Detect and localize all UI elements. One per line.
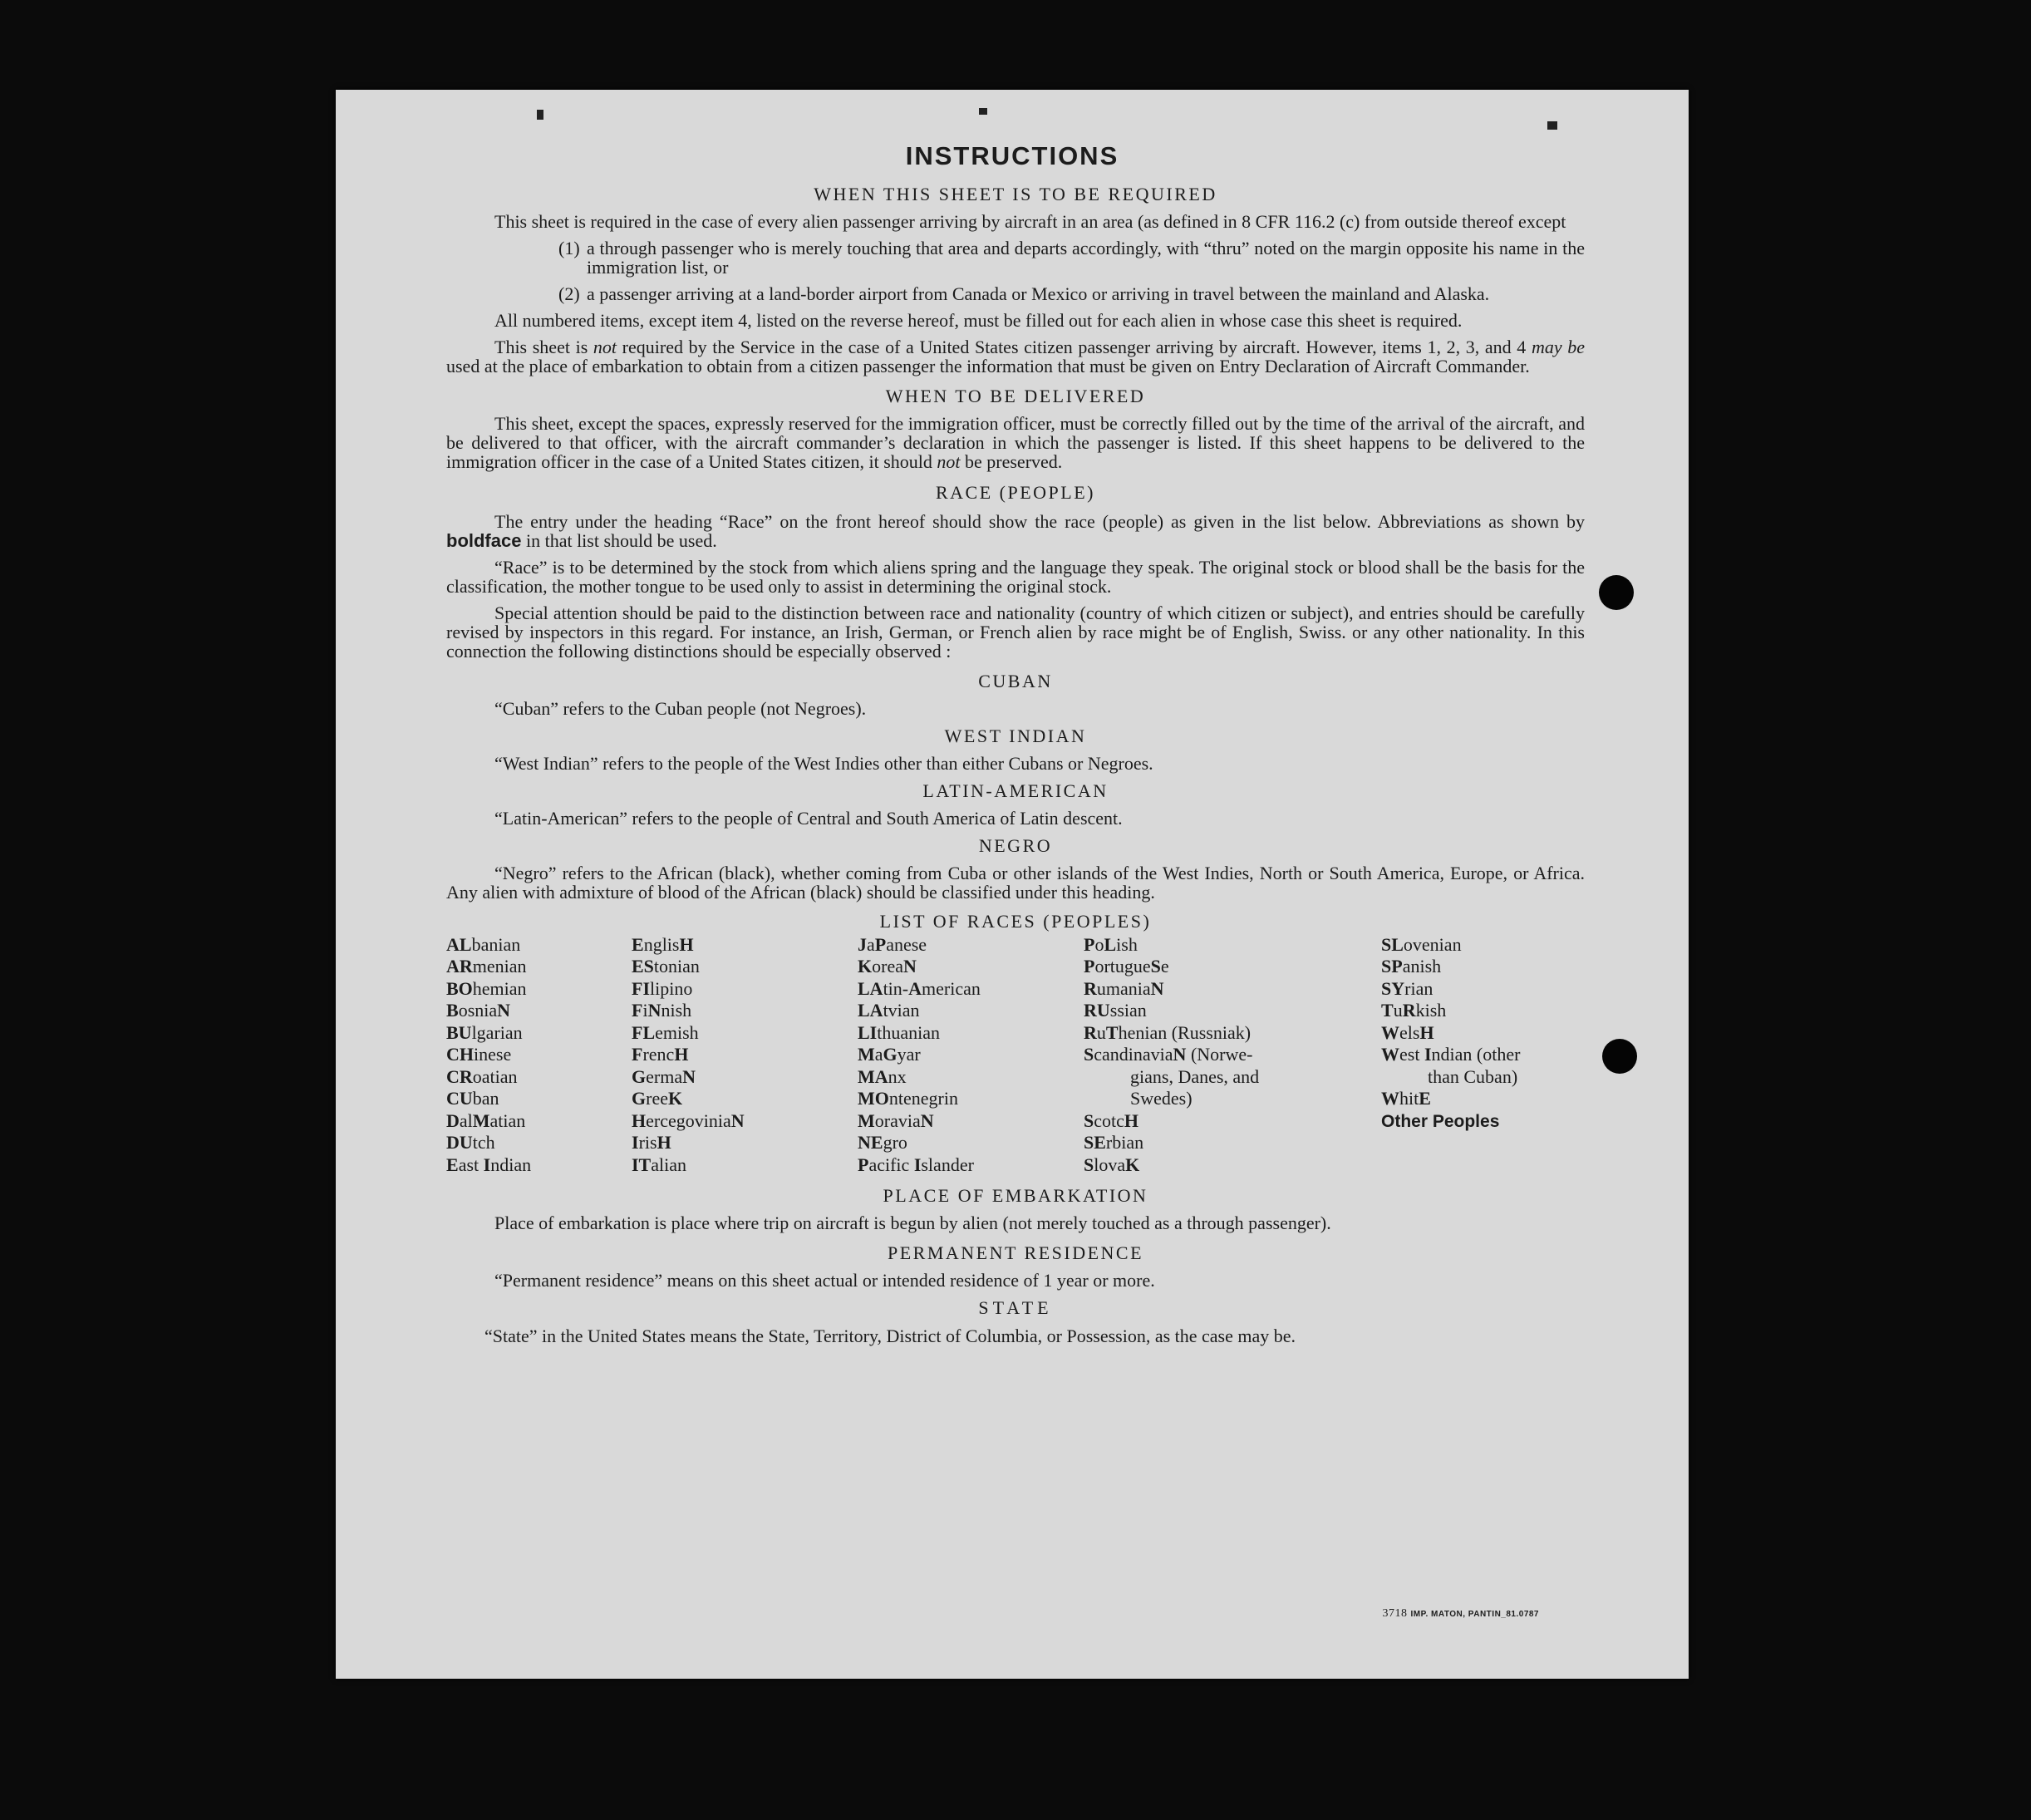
race-entry-segment: P bbox=[874, 933, 887, 955]
printer-imprint: IMP. MATON, PANTIN_81.0787 bbox=[1410, 1610, 1539, 1619]
heading-race: RACE (PEOPLE) bbox=[936, 482, 1095, 504]
race-entry bbox=[446, 1132, 632, 1154]
race-entry-segment: BO bbox=[446, 977, 473, 999]
race-entry bbox=[858, 1132, 1084, 1154]
paragraph-delivered bbox=[446, 414, 1585, 471]
race-entry bbox=[446, 1000, 632, 1022]
race-entry-segment: K bbox=[858, 956, 873, 976]
race-entry-segment: els bbox=[1399, 1021, 1420, 1043]
race-entry bbox=[858, 1088, 1084, 1110]
race-entry bbox=[858, 1044, 1084, 1066]
race-entry bbox=[1381, 1022, 1585, 1045]
race-entry-segment: S bbox=[1150, 956, 1161, 976]
race-entry-segment: K bbox=[667, 1088, 683, 1109]
race-entry-segment: SY bbox=[1381, 977, 1405, 999]
race-entry bbox=[1084, 1044, 1381, 1066]
heading-state: STATE bbox=[978, 1297, 1053, 1319]
race-entry-segment: hemian bbox=[472, 977, 527, 999]
race-entry-segment: J bbox=[858, 933, 867, 955]
race-entry bbox=[858, 978, 1084, 1001]
race-entry bbox=[1381, 1066, 1585, 1089]
race-entry-segment: CU bbox=[446, 1088, 473, 1109]
race-entry-segment: DU bbox=[446, 1132, 473, 1153]
heading-latin-american: LATIN-AMERICAN bbox=[922, 780, 1109, 801]
race-column-1 bbox=[446, 934, 632, 1177]
race-entry bbox=[858, 1000, 1084, 1022]
race-entry bbox=[1381, 934, 1585, 957]
race-entry-segment: N bbox=[902, 956, 917, 976]
heading-residence: PERMANENT RESIDENCE bbox=[887, 1242, 1144, 1264]
race-entry-segment: K bbox=[1125, 1153, 1140, 1175]
race-entry-segment: merican bbox=[922, 977, 981, 999]
race-entry bbox=[632, 978, 858, 1001]
text-run: in that list should be used. bbox=[521, 529, 717, 551]
race-entry-segment: cotc bbox=[1094, 1109, 1124, 1131]
heading-embarkation: PLACE OF EMBARKATION bbox=[883, 1185, 1148, 1206]
race-entry bbox=[1084, 1088, 1381, 1110]
race-entry-segment: a bbox=[867, 933, 875, 955]
race-entry-segment: T bbox=[1381, 1000, 1394, 1021]
race-entry bbox=[446, 956, 632, 978]
paragraph-race-stock: “Race” is to be determined by the stock from which aliens spring and the language they speak. The original stock or blood shall be the basis for the classification, the mother tongue to be used only to assist in determining the original stock. bbox=[446, 556, 1585, 597]
heading-list-of-races: LIST OF RACES (PEOPLES) bbox=[879, 911, 1152, 932]
exception-item-1 bbox=[558, 239, 1585, 277]
race-entry-segment: u bbox=[1096, 1021, 1106, 1043]
italic-run: not bbox=[937, 451, 961, 473]
race-entry-segment: oravia bbox=[874, 1109, 921, 1131]
race-entry-segment: emish bbox=[655, 1021, 699, 1043]
text-run: This sheet, except the spaces, expressly reserved for the immigration officer, must be correctly filled out by the time of the arrival of the aircraft, and be delivered to that officer, with the aircraft commander’s declaration in which the passenger is listed. If this sheet happens to be delivered to the immigration officer in the case of a United States citizen, it should bbox=[446, 413, 1585, 473]
paragraph-residence: “Permanent residence” means on this sheet actual or intended residence of 1 year or more. bbox=[494, 1270, 1155, 1291]
paragraph-race-entry bbox=[446, 512, 1585, 550]
exception-number: (2) bbox=[558, 283, 580, 305]
punch-hole-lower bbox=[1602, 1039, 1637, 1074]
race-entry bbox=[1084, 956, 1381, 978]
paragraph-required: This sheet is required in the case of every alien passenger arriving by aircraft in an area (as defined in 8 CFR 116.2 (c) from outside thereof except bbox=[494, 211, 1566, 233]
race-entry-segment: W bbox=[1381, 1088, 1399, 1109]
race-entry bbox=[632, 1000, 858, 1022]
race-entry bbox=[446, 1110, 632, 1133]
race-entry bbox=[632, 1110, 858, 1133]
race-entry-segment: Swedes) bbox=[1130, 1088, 1193, 1109]
race-entry-segment: N bbox=[647, 1000, 661, 1021]
race-entry-segment: tonian bbox=[653, 956, 700, 976]
race-entry-segment: AR bbox=[446, 956, 473, 976]
race-entry bbox=[1084, 1022, 1381, 1045]
race-entry-segment: i bbox=[642, 1000, 648, 1021]
heading-cuban: CUBAN bbox=[978, 670, 1053, 691]
paragraph-embarkation: Place of embarkation is place where trip on aircraft is begun by alien (not merely touched as a through passenger). bbox=[494, 1213, 1331, 1234]
race-entry-segment: N bbox=[682, 1065, 696, 1087]
race-entry-segment: LA bbox=[858, 977, 883, 999]
race-entry bbox=[632, 1022, 858, 1045]
race-entry-segment: G bbox=[883, 1044, 897, 1065]
race-entry bbox=[446, 1154, 632, 1177]
instructions-body bbox=[446, 184, 1585, 1345]
race-entry-segment: I bbox=[483, 1153, 491, 1175]
race-entry-segment: anish bbox=[1402, 956, 1442, 976]
race-entry-segment: al bbox=[459, 1109, 473, 1131]
race-entry-segment: lgarian bbox=[471, 1021, 523, 1043]
race-entry-segment: NE bbox=[858, 1132, 883, 1153]
race-entry-segment: banian bbox=[471, 933, 521, 955]
race-entry-segment: H bbox=[657, 1132, 671, 1153]
race-entry-segment: a bbox=[874, 1044, 883, 1065]
race-entry-segment: tin- bbox=[883, 977, 909, 999]
race-entry bbox=[446, 1044, 632, 1066]
race-entry-segment: ish bbox=[1116, 933, 1138, 955]
race-entry bbox=[632, 1132, 858, 1154]
race-entry-segment: rian bbox=[1404, 977, 1434, 999]
race-entry-segment: gians, Danes, and bbox=[1130, 1065, 1260, 1087]
race-entry-segment: nglis bbox=[643, 933, 680, 955]
race-entry-segment: S bbox=[1084, 1044, 1094, 1065]
race-entry-segment: o bbox=[1094, 933, 1104, 955]
punch-hole-upper bbox=[1599, 575, 1634, 610]
race-entry-segment: inese bbox=[474, 1044, 512, 1065]
race-column-4 bbox=[1084, 934, 1381, 1177]
race-entry-segment: umania bbox=[1096, 977, 1151, 999]
race-entry-segment: N bbox=[1173, 1044, 1187, 1065]
race-entry bbox=[1381, 978, 1585, 1001]
race-entry-segment: P bbox=[1084, 956, 1095, 976]
italic-run: may be bbox=[1531, 337, 1586, 358]
race-entry bbox=[632, 1088, 858, 1110]
race-column-3 bbox=[858, 934, 1084, 1177]
race-entry-segment: R bbox=[1402, 1000, 1416, 1021]
race-entry-segment: CR bbox=[446, 1065, 473, 1087]
race-entry-segment: gro bbox=[883, 1132, 907, 1153]
race-entry-segment: osnia bbox=[458, 1000, 498, 1021]
text-run: used at the place of embarkation to obtain from a citizen passenger the information that must be given on Entry Declaration of Aircraft Commander. bbox=[446, 356, 1530, 377]
race-entry-segment: ast bbox=[458, 1153, 484, 1175]
race-entry-segment: atian bbox=[489, 1109, 526, 1131]
race-entry-segment: D bbox=[446, 1109, 460, 1131]
paragraph-state: “State” in the United States means the State, Territory, District of Columbia, or Possession, as the case may be. bbox=[484, 1325, 1296, 1346]
race-entry-segment: F bbox=[632, 1000, 643, 1021]
race-entry bbox=[1084, 1132, 1381, 1154]
race-entry-segment: FI bbox=[632, 977, 650, 999]
race-entry bbox=[1381, 1110, 1585, 1134]
race-entry-segment: slander bbox=[921, 1153, 974, 1175]
italic-run: not bbox=[593, 337, 617, 358]
paragraph-cuban: “Cuban” refers to the Cuban people (not Negroes). bbox=[494, 697, 867, 719]
race-entry-segment: est bbox=[1399, 1044, 1424, 1065]
race-entry-segment: E bbox=[632, 933, 644, 955]
ink-speck bbox=[537, 110, 543, 120]
race-entry bbox=[1084, 978, 1381, 1001]
race-entry-segment: H bbox=[1419, 1021, 1434, 1043]
race-entry-segment: W bbox=[1381, 1044, 1399, 1065]
race-entry-segment: acific bbox=[868, 1153, 914, 1175]
race-entry-segment: M bbox=[472, 1109, 490, 1131]
race-column-2 bbox=[632, 934, 858, 1177]
race-entry bbox=[1084, 934, 1381, 957]
race-entry-segment: RU bbox=[1084, 1000, 1110, 1021]
race-entry-segment: N bbox=[497, 1000, 511, 1021]
text-run: The entry under the heading “Race” on the front hereof should show the race (people) as given in the list below. Abbreviations as shown by bbox=[494, 510, 1585, 532]
race-entry-segment: P bbox=[1084, 933, 1095, 955]
text-run: be preserved. bbox=[960, 451, 1063, 473]
race-entry-segment: F bbox=[632, 1044, 643, 1065]
race-entry-segment: W bbox=[1381, 1021, 1399, 1043]
race-entry bbox=[632, 1154, 858, 1177]
heading-negro: NEGRO bbox=[978, 835, 1053, 857]
ink-speck bbox=[1547, 121, 1557, 130]
race-entry-segment: SP bbox=[1381, 956, 1403, 976]
race-entry-segment: SE bbox=[1084, 1132, 1106, 1153]
race-entry-segment: E bbox=[1419, 1088, 1431, 1109]
race-entry bbox=[1084, 1000, 1381, 1022]
race-entry bbox=[1084, 1154, 1381, 1177]
paragraph-race-nationality: Special attention should be paid to the distinction between race and nationality (country of which citizen or subject), and entries should be carefully revised by inspectors in this regard. For instance, an Irish, German, or French alien by race might be of English, Swiss. or any other nationality. In this connection the following distinctions should be especially observed : bbox=[446, 602, 1585, 662]
race-entry-segment: I bbox=[632, 1132, 639, 1153]
paragraph-citizen bbox=[446, 337, 1585, 376]
race-entry-segment: erma bbox=[646, 1065, 683, 1087]
exception-item-2 bbox=[558, 284, 1585, 303]
race-entry bbox=[1381, 1000, 1585, 1022]
form-code: 3718 bbox=[1382, 1607, 1408, 1620]
text-run: This sheet is bbox=[494, 337, 593, 358]
race-entry bbox=[632, 956, 858, 978]
race-entry-segment: AL bbox=[446, 933, 472, 955]
race-entry-segment: ssian bbox=[1109, 1000, 1147, 1021]
page-title: INSTRUCTIONS bbox=[905, 141, 1119, 170]
race-entry bbox=[632, 1044, 858, 1066]
race-entry-segment: e bbox=[1160, 956, 1169, 976]
race-entry-segment: renc bbox=[642, 1044, 675, 1065]
form-footer bbox=[1382, 1607, 1539, 1621]
race-entry bbox=[1381, 1088, 1585, 1110]
race-entry-segment: Other Peoples bbox=[1381, 1111, 1500, 1131]
race-entry-segment: orea bbox=[872, 956, 903, 976]
race-column-5 bbox=[1381, 934, 1585, 1177]
race-entry-segment: G bbox=[632, 1065, 647, 1087]
race-entry-segment: ovenian bbox=[1403, 933, 1462, 955]
race-entry-segment: (Norwe- bbox=[1186, 1044, 1253, 1065]
exception-text: a passenger arriving at a land-border airport from Canada or Mexico or arriving in travel between the mainland and Alaska. bbox=[587, 283, 1490, 305]
race-entry-segment: ntenegrin bbox=[888, 1088, 958, 1109]
race-entry bbox=[858, 1154, 1084, 1177]
race-entry-segment: ortugue bbox=[1094, 956, 1151, 976]
heading-west-indian: WEST INDIAN bbox=[944, 725, 1087, 746]
race-entry-segment: H bbox=[679, 933, 694, 955]
race-entry-segment: than Cuban) bbox=[1428, 1065, 1518, 1087]
race-entry bbox=[446, 934, 632, 957]
race-entry-segment: kish bbox=[1415, 1000, 1447, 1021]
race-entry bbox=[1084, 1110, 1381, 1133]
race-entry bbox=[1084, 1066, 1381, 1089]
race-entry-segment: candinavia bbox=[1094, 1044, 1173, 1065]
race-entry bbox=[1381, 956, 1585, 978]
race-entry-segment: I bbox=[913, 1153, 922, 1175]
race-entry bbox=[446, 1066, 632, 1089]
race-entry-segment: yar bbox=[897, 1044, 921, 1065]
race-entry bbox=[632, 1066, 858, 1089]
race-entry-segment: FL bbox=[632, 1021, 656, 1043]
race-entry-segment: E bbox=[446, 1153, 459, 1175]
race-entry-segment: ris bbox=[638, 1132, 657, 1153]
paragraph-negro: “Negro” refers to the African (black), whether coming from Cuba or other islands of the West Indies, North or South America, Europe, or Africa. Any alien with admixture of blood of the African (black) should be classified under this heading. bbox=[446, 863, 1585, 903]
race-entry-segment: thuanian bbox=[877, 1021, 941, 1043]
race-entry-segment: menian bbox=[472, 956, 527, 976]
race-entry bbox=[858, 934, 1084, 957]
race-entry-segment: oatian bbox=[472, 1065, 518, 1087]
race-entry-segment: alian bbox=[651, 1153, 687, 1175]
heading-when-required: WHEN THIS SHEET IS TO BE REQUIRED bbox=[814, 184, 1217, 204]
race-entry-segment: tvian bbox=[883, 1000, 920, 1021]
race-entry-segment: LA bbox=[858, 1000, 883, 1021]
race-entry-segment: M bbox=[858, 1044, 875, 1065]
exception-text: a through passenger who is merely touching that area and departs accordingly, with “thru” noted on the margin opposite his name in the immigration list, or bbox=[587, 238, 1585, 278]
paragraph-latin-american: “Latin-American” refers to the people of Central and South America of Latin descent. bbox=[494, 808, 1123, 829]
race-entry bbox=[858, 1110, 1084, 1133]
exception-number: (1) bbox=[558, 238, 580, 259]
race-entry-segment: N bbox=[920, 1109, 934, 1131]
race-entry-segment: R bbox=[1084, 977, 1097, 999]
race-entry bbox=[446, 978, 632, 1001]
race-entry-segment: ercegovinia bbox=[646, 1109, 731, 1131]
instruction-sheet bbox=[336, 90, 1689, 1679]
race-entry-segment: ree bbox=[646, 1088, 668, 1109]
heading-when-delivered: WHEN TO BE DELIVERED bbox=[885, 386, 1146, 407]
race-entry-segment: P bbox=[858, 1153, 869, 1175]
race-entry-segment: H bbox=[1124, 1109, 1139, 1131]
race-entry-segment: lipino bbox=[650, 977, 693, 999]
race-entry-segment: nx bbox=[888, 1065, 907, 1087]
race-entry-segment: MA bbox=[858, 1065, 888, 1087]
race-entry-segment: LI bbox=[858, 1021, 878, 1043]
race-entry-segment: ndian bbox=[490, 1153, 532, 1175]
race-entry-segment: T bbox=[1105, 1021, 1119, 1043]
race-entry-segment: BU bbox=[446, 1021, 472, 1043]
race-entry bbox=[632, 934, 858, 957]
race-entry-segment: S bbox=[1084, 1153, 1094, 1175]
race-entry-segment: rbian bbox=[1105, 1132, 1144, 1153]
race-entry-segment: L bbox=[1104, 933, 1117, 955]
race-entry-segment: anese bbox=[886, 933, 927, 955]
race-entry bbox=[858, 1066, 1084, 1089]
paragraph-numbered-items: All numbered items, except item 4, listed on the reverse hereof, must be filled out for each alien in whose case this sheet is required. bbox=[494, 310, 1463, 332]
race-entry-segment: tch bbox=[472, 1132, 495, 1153]
race-entry bbox=[858, 1022, 1084, 1045]
paragraph-west-indian: “West Indian” refers to the people of the West Indies other than either Cubans or Negroes. bbox=[494, 752, 1153, 774]
text-run: required by the Service in the case of a United States citizen passenger arriving by aircraft. However, items 1, 2, 3, and 4 bbox=[617, 337, 1532, 358]
race-entry-segment: B bbox=[446, 1000, 459, 1021]
race-entry-segment: S bbox=[1084, 1109, 1094, 1131]
race-entry-segment: MO bbox=[858, 1088, 889, 1109]
race-entry bbox=[1381, 1044, 1585, 1066]
race-entry-segment: lova bbox=[1094, 1153, 1126, 1175]
race-entry-segment: H bbox=[674, 1044, 689, 1065]
race-entry-segment: R bbox=[1084, 1021, 1097, 1043]
race-entry-segment: G bbox=[632, 1088, 647, 1109]
race-entry-segment: SL bbox=[1381, 933, 1404, 955]
race-entry-segment: N bbox=[730, 1109, 745, 1131]
race-entry-segment: M bbox=[858, 1109, 875, 1131]
race-entry-segment: N bbox=[1150, 977, 1164, 999]
race-entry-segment: henian (Russniak) bbox=[1118, 1021, 1252, 1043]
race-entry-segment: I bbox=[1424, 1044, 1432, 1065]
race-entry-segment: H bbox=[632, 1109, 647, 1131]
race-entry-segment: ban bbox=[472, 1088, 499, 1109]
race-entry-segment: IT bbox=[632, 1153, 652, 1175]
race-entry-segment: CH bbox=[446, 1044, 474, 1065]
race-entry bbox=[858, 956, 1084, 978]
ink-speck bbox=[979, 108, 987, 115]
race-entry-segment: ES bbox=[632, 956, 654, 976]
race-entry-segment: hit bbox=[1399, 1088, 1419, 1109]
race-entry bbox=[446, 1088, 632, 1110]
boldface-run: boldface bbox=[446, 529, 522, 551]
race-entry-segment: nish bbox=[661, 1000, 692, 1021]
race-list bbox=[446, 934, 1585, 1177]
race-entry-segment: ndian (other bbox=[1431, 1044, 1521, 1065]
race-entry-segment: A bbox=[908, 977, 922, 999]
race-entry-segment: u bbox=[1393, 1000, 1403, 1021]
race-entry bbox=[446, 1022, 632, 1045]
